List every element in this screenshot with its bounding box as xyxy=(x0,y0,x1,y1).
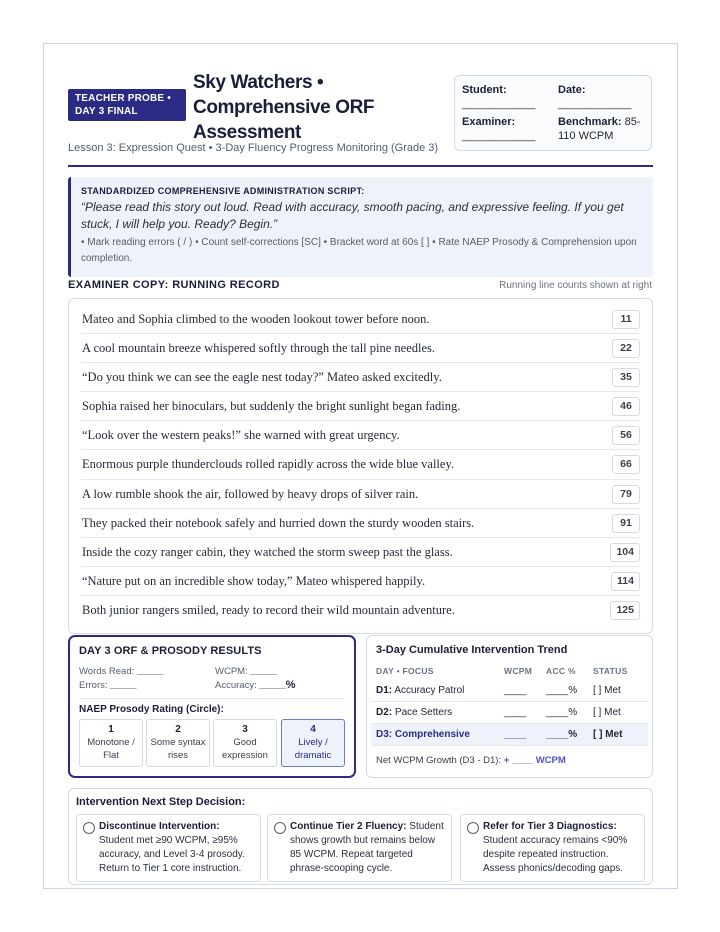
running-word-count: 66 xyxy=(612,455,640,474)
passage-line xyxy=(81,363,640,392)
net-growth: Net WCPM Growth (D3 - D1): + ____ WCPM xyxy=(376,755,566,766)
next-step-decision xyxy=(68,788,653,885)
results-divider xyxy=(79,698,345,699)
passage-line-text: Both junior rangers smiled, ready to record their wild mountain adventure. xyxy=(82,602,455,617)
intervention-trend-panel xyxy=(366,635,653,778)
passage-line-text: A low rumble shook the air, followed by heavy drops of silver rain. xyxy=(82,486,419,501)
col-wcpm: WCPM xyxy=(504,666,533,676)
passage-line xyxy=(81,538,640,567)
orf-results-panel xyxy=(68,635,356,778)
d3-acc-blank[interactable]: ____% xyxy=(546,729,578,740)
page-header xyxy=(68,72,653,158)
header-divider xyxy=(68,165,653,167)
passage-line-text: “Do you think we can see the eagle nest today?” Mateo asked excitedly. xyxy=(82,370,442,385)
d3-status-check[interactable]: [ ] Met xyxy=(593,729,623,740)
script-heading: STANDARDIZED COMPREHENSIVE ADMINISTRATION SCRIPT: xyxy=(81,186,365,196)
radio-icon[interactable] xyxy=(83,822,95,834)
passage-line xyxy=(81,421,640,450)
d1-wcpm-blank[interactable]: ____ xyxy=(504,685,527,696)
passage-line xyxy=(81,567,640,596)
d2-acc-blank[interactable]: ____% xyxy=(546,707,578,718)
running-word-count: 56 xyxy=(612,426,640,445)
accuracy-field[interactable]: Accuracy: _____% xyxy=(215,679,296,691)
lesson-subtitle: Lesson 3: Expression Quest • 3-Day Fluency Progress Monitoring (Grade 3) xyxy=(68,142,439,154)
trend-row-d1: D1: Accuracy Patrol ____ ____% [ ] Met xyxy=(371,680,648,702)
rating-option-3[interactable]: 3 Good expression xyxy=(213,719,277,767)
d2-wcpm-blank[interactable]: ____ xyxy=(504,707,527,718)
running-word-count: 35 xyxy=(612,368,640,387)
running-word-count: 46 xyxy=(612,397,640,416)
running-record-label: EXAMINER COPY: RUNNING RECORD xyxy=(68,279,280,291)
col-day-focus: DAY • FOCUS xyxy=(376,666,434,676)
examiner-field[interactable]: Examiner: ____________ xyxy=(462,116,536,142)
running-word-count: 91 xyxy=(612,514,640,533)
words-read-field[interactable]: Words Read: _____ xyxy=(79,666,164,677)
passage-line-text: “Nature put on an incredible show today,” Mateo whispered happily. xyxy=(82,573,426,588)
student-field[interactable]: Student: ____________ xyxy=(462,84,536,110)
reading-passage xyxy=(68,298,653,634)
passage-line-text: Mateo and Sophia climbed to the wooden lookout tower before noon. xyxy=(82,312,430,326)
trend-row-d3: D3: Comprehensive ____ ____% [ ] Met xyxy=(371,724,648,746)
rating-option-1[interactable]: 1 Monotone / Flat xyxy=(79,719,143,767)
trend-row-d2: D2: Pace Setters ____ ____% [ ] Met xyxy=(371,702,648,724)
passage-line xyxy=(81,305,640,334)
assessment-page xyxy=(43,43,678,889)
passage-line-text: Inside the cozy ranger cabin, they watched the storm sweep past the glass. xyxy=(82,544,453,559)
radio-icon[interactable] xyxy=(467,822,479,834)
passage-line xyxy=(81,509,640,538)
passage-line xyxy=(81,334,640,363)
running-word-count: 104 xyxy=(610,543,640,562)
net-growth-value[interactable]: + ____ WCPM xyxy=(503,755,566,766)
running-word-count: 79 xyxy=(612,485,640,504)
decision-title: Intervention Next Step Decision: xyxy=(76,796,246,808)
radio-icon[interactable] xyxy=(274,822,286,834)
date-field[interactable]: Date: ____________ xyxy=(558,84,632,110)
passage-line xyxy=(81,392,640,421)
naep-rating-options xyxy=(79,719,345,767)
wcpm-field[interactable]: WCPM: _____ xyxy=(215,666,277,677)
student-info-box xyxy=(454,75,652,151)
page-title: Sky Watchers • Comprehensive ORF Assessment xyxy=(193,72,375,143)
d2-status-check[interactable]: [ ] Met xyxy=(593,707,621,718)
script-quote: “Please read this story out loud. Read with accuracy, smooth pacing, and expressive feeling. If you get stuck, I will help you. Ready? Begin.” xyxy=(81,200,624,231)
running-record-note: Running line counts shown at right xyxy=(499,280,652,291)
d1-status-check[interactable]: [ ] Met xyxy=(593,685,621,696)
running-word-count: 22 xyxy=(612,339,640,358)
results-title: DAY 3 ORF & PROSODY RESULTS xyxy=(79,645,262,657)
col-status: STATUS xyxy=(593,666,628,676)
rating-option-4[interactable]: 4 Lively / dramatic xyxy=(281,719,345,767)
passage-line xyxy=(81,450,640,479)
passage-line xyxy=(81,480,640,509)
option-refer-tier3[interactable]: Refer for Tier 3 Diagnostics: Student accuracy remains <90% despite repeated instruction. Assess phonics/decoding gaps. xyxy=(460,814,645,882)
passage-line-text: Enormous purple thunderclouds rolled rapidly across the wide blue valley. xyxy=(82,457,455,472)
passage-line-text: They packed their notebook safely and hurried down the sturdy wooden stairs. xyxy=(82,515,475,530)
probe-badge: TEACHER PROBE • DAY 3 FINAL xyxy=(68,89,186,121)
option-discontinue[interactable]: Discontinue Intervention: Student met ≥90 WCPM, ≥95% accuracy, and Level 3-4 prosody. Return to Tier 1 core instruction. xyxy=(76,814,261,882)
running-word-count: 125 xyxy=(610,601,640,620)
script-notes: • Mark reading errors ( / ) • Count self-corrections [SC] • Bracket word at 60s [ ] • Rate NAEP Prosody & Comprehension upon completion. xyxy=(81,237,637,264)
rating-option-2[interactable]: 2 Some syntax rises xyxy=(146,719,210,767)
col-accuracy: ACC % xyxy=(546,666,576,676)
administration-script xyxy=(68,177,653,277)
passage-line-text: A cool mountain breeze whispered softly through the tall pine needles. xyxy=(82,341,436,356)
running-word-count: 11 xyxy=(612,310,640,329)
trend-title: 3-Day Cumulative Intervention Trend xyxy=(376,644,568,656)
d1-acc-blank[interactable]: ____% xyxy=(546,685,578,696)
passage-line xyxy=(81,596,640,625)
d3-wcpm-blank[interactable]: ____ xyxy=(504,729,527,740)
benchmark-field: Benchmark: 85-110 WCPM xyxy=(558,116,641,142)
option-continue-tier2[interactable]: Continue Tier 2 Fluency: Student shows growth but remains below 85 WCPM. Repeat targeted phrase-scooping cycle. xyxy=(267,814,452,882)
errors-field[interactable]: Errors: _____ xyxy=(79,680,137,691)
passage-line-text: “Look over the western peaks!” she warned with great urgency. xyxy=(82,428,400,443)
passage-line-text: Sophia raised her binoculars, but suddenly the bright sunlight began fading. xyxy=(82,399,461,414)
running-word-count: 114 xyxy=(611,572,640,591)
naep-title: NAEP Prosody Rating (Circle): xyxy=(79,704,224,715)
